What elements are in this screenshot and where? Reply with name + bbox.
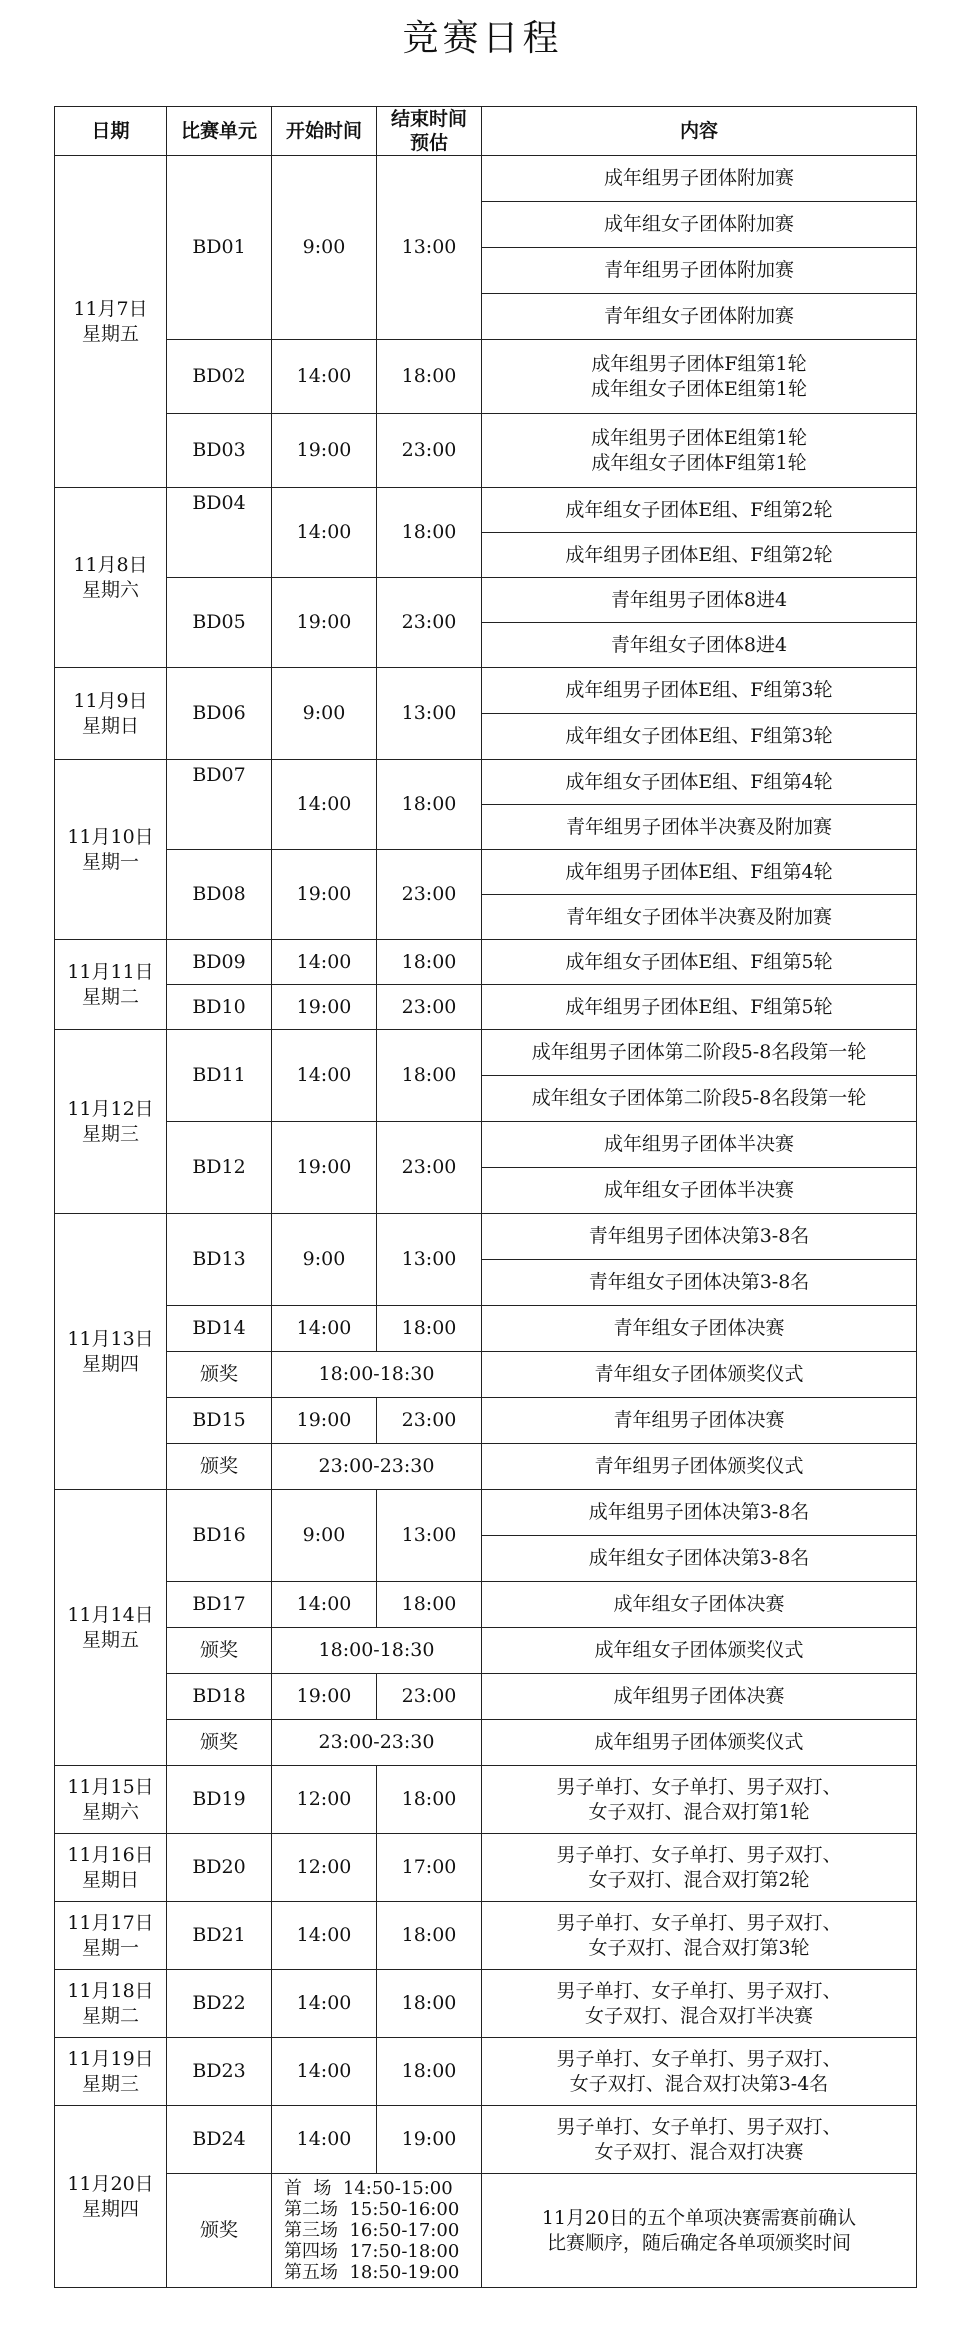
date-cell: 11月13日 星期四	[55, 1214, 167, 1490]
start-time-cell: 14:00	[272, 1030, 377, 1122]
start-time-cell: 14:00	[272, 1970, 377, 2038]
unit-cell: 颁奖	[167, 1628, 272, 1674]
end-time-cell: 13:00	[377, 668, 482, 760]
end-time-cell: 23:00	[377, 850, 482, 940]
start-time-cell: 9:00	[272, 1490, 377, 1582]
content-cell: 成年组男子团体决赛	[482, 1674, 917, 1720]
unit-cell: BD18	[167, 1674, 272, 1720]
content-cell: 成年组女子团体E组、F组第3轮	[482, 714, 917, 760]
content-cell: 成年组男子团体E组、F组第4轮	[482, 850, 917, 895]
content-cell: 男子单打、女子单打、男子双打、 女子双打、混合双打半决赛	[482, 1970, 917, 2038]
content-cell: 青年组男子团体附加赛	[482, 248, 917, 294]
unit-cell: 颁奖	[167, 1444, 272, 1490]
unit-cell: BD10	[167, 985, 272, 1030]
end-time-cell: 13:00	[377, 1214, 482, 1306]
page-title: 竞赛日程	[402, 18, 563, 59]
start-time-cell: 12:00	[272, 1766, 377, 1834]
unit-cell: BD02	[167, 340, 272, 414]
date-cell: 11月10日 星期一	[55, 760, 167, 940]
table-row	[55, 1490, 917, 1536]
end-time-cell: 18:00	[377, 1902, 482, 1970]
table-row	[55, 1628, 917, 1674]
content-cell: 成年组男子团体半决赛	[482, 1122, 917, 1168]
unit-cell: BD09	[167, 940, 272, 985]
unit-cell: BD22	[167, 1970, 272, 2038]
unit-cell: BD17	[167, 1582, 272, 1628]
table-row	[55, 1398, 917, 1444]
content-cell: 男子单打、女子单打、男子双打、 女子双打、混合双打第3轮	[482, 1902, 917, 1970]
unit-cell: BD05	[167, 578, 272, 668]
table-row	[55, 1970, 917, 2038]
time-range-cell: 23:00-23:30	[272, 1444, 482, 1490]
start-time-cell: 19:00	[272, 414, 377, 488]
table-row	[55, 414, 917, 451]
end-time-cell: 18:00	[377, 1766, 482, 1834]
end-time-cell: 18:00	[377, 1582, 482, 1628]
start-time-cell: 19:00	[272, 985, 377, 1030]
time-range-cell: 23:00-23:30	[272, 1720, 482, 1766]
content-cell: 成年组男子团体决第3-8名	[482, 1490, 917, 1536]
unit-cell: BD11	[167, 1030, 272, 1122]
unit-cell: BD03	[167, 414, 272, 488]
start-time-cell: 19:00	[272, 1674, 377, 1720]
date-cell: 11月11日 星期二	[55, 940, 167, 1030]
date-cell: 11月7日 星期五	[55, 156, 167, 488]
table-row	[55, 1122, 917, 1168]
start-time-cell: 14:00	[272, 1582, 377, 1628]
table-row	[55, 1834, 917, 1902]
table-row	[55, 1030, 917, 1076]
content-cell: 成年组女子团体E组、F组第5轮	[482, 940, 917, 985]
start-time-cell: 12:00	[272, 1834, 377, 1902]
table-row	[55, 1674, 917, 1720]
date-cell: 11月17日 星期一	[55, 1902, 167, 1970]
end-time-cell: 18:00	[377, 1970, 482, 2038]
end-time-cell: 18:00	[377, 760, 482, 850]
content-cell: 成年组女子团体颁奖仪式	[482, 1628, 917, 1674]
start-time-cell: 19:00	[272, 578, 377, 668]
header-start-time: 开始时间	[272, 107, 377, 156]
unit-cell: BD15	[167, 1398, 272, 1444]
table-row	[55, 668, 917, 714]
unit-cell: BD13	[167, 1214, 272, 1306]
table-row	[55, 1766, 917, 1834]
unit-cell: BD07	[167, 760, 272, 850]
end-time-cell: 17:00	[377, 1834, 482, 1902]
header-unit: 比赛单元	[167, 107, 272, 156]
content-cell: 青年组男子团体决第3-8名	[482, 1214, 917, 1260]
end-time-cell: 13:00	[377, 1490, 482, 1582]
content-cell: 青年组女子团体决第3-8名	[482, 1260, 917, 1306]
start-time-cell: 14:00	[272, 488, 377, 578]
content-cell: 青年组女子团体8进4	[482, 623, 917, 668]
table-row	[55, 1306, 917, 1352]
unit-cell: BD24	[167, 2106, 272, 2174]
start-time-cell: 14:00	[272, 1902, 377, 1970]
start-time-cell: 14:00	[272, 760, 377, 850]
schedule-table	[54, 106, 917, 2288]
unit-cell: BD06	[167, 668, 272, 760]
unit-cell: 颁奖	[167, 2174, 272, 2288]
end-time-cell: 23:00	[377, 1398, 482, 1444]
content-cell: 成年组男子团体F组第1轮 成年组女子团体E组第1轮	[482, 340, 917, 414]
start-time-cell: 14:00	[272, 2106, 377, 2174]
header-row	[55, 107, 917, 156]
table-row	[55, 1582, 917, 1628]
content-cell: 男子单打、女子单打、男子双打、 女子双打、混合双打决第3-4名	[482, 2038, 917, 2106]
content-cell: 成年组女子团体决第3-8名	[482, 1536, 917, 1582]
table-row	[55, 1720, 917, 1766]
unit-cell: BD12	[167, 1122, 272, 1214]
date-cell: 11月8日 星期六	[55, 488, 167, 668]
unit-cell: 颁奖	[167, 1352, 272, 1398]
start-time-cell: 14:00	[272, 940, 377, 985]
unit-cell: BD04	[167, 488, 272, 578]
table-row	[55, 985, 917, 1030]
unit-cell: BD19	[167, 1766, 272, 1834]
table-row	[55, 2174, 917, 2288]
end-time-cell: 18:00	[377, 940, 482, 985]
time-range-cell: 18:00-18:30	[272, 1628, 482, 1674]
content-cell: 成年组女子团体E组、F组第4轮	[482, 760, 917, 805]
content-cell: 青年组男子团体半决赛及附加赛	[482, 805, 917, 850]
table-row	[55, 1902, 917, 1970]
date-cell: 11月14日 星期五	[55, 1490, 167, 1766]
end-time-cell: 23:00	[377, 985, 482, 1030]
content-cell: 成年组女子团体E组、F组第2轮	[482, 488, 917, 533]
table-row	[55, 340, 917, 377]
start-time-cell: 14:00	[272, 2038, 377, 2106]
content-cell: 成年组男子团体附加赛	[482, 156, 917, 202]
content-cell: 男子单打、女子单打、男子双打、 女子双打、混合双打第2轮	[482, 1834, 917, 1902]
start-time-cell: 19:00	[272, 1398, 377, 1444]
table-row	[55, 850, 917, 895]
date-cell: 11月18日 星期二	[55, 1970, 167, 2038]
end-time-cell: 23:00	[377, 1122, 482, 1214]
start-time-cell: 19:00	[272, 850, 377, 940]
start-time-cell: 9:00	[272, 668, 377, 760]
content-cell: 青年组男子团体8进4	[482, 578, 917, 623]
unit-cell: BD08	[167, 850, 272, 940]
unit-cell: BD21	[167, 1902, 272, 1970]
content-cell: 青年组女子团体半决赛及附加赛	[482, 895, 917, 940]
end-time-cell: 13:00	[377, 156, 482, 340]
start-time-cell: 9:00	[272, 1214, 377, 1306]
table-row	[55, 2106, 917, 2174]
table-row	[55, 488, 917, 533]
award-sessions-cell: 首 场 14:50-15:00 第二场 15:50-16:00 第三场 16:50-17:00 第四场 17:50-18:00 第五场 18:50-19:00	[272, 2174, 482, 2288]
header-content: 内容	[482, 107, 917, 156]
header-date: 日期	[55, 107, 167, 156]
content-cell: 青年组女子团体决赛	[482, 1306, 917, 1352]
table-row	[55, 940, 917, 985]
unit-cell: BD14	[167, 1306, 272, 1352]
content-cell: 成年组男子团体E组、F组第2轮	[482, 533, 917, 578]
date-cell: 11月15日 星期六	[55, 1766, 167, 1834]
date-cell: 11月9日 星期日	[55, 668, 167, 760]
table-row	[55, 760, 917, 805]
content-cell: 青年组女子团体颁奖仪式	[482, 1352, 917, 1398]
date-cell: 11月12日 星期三	[55, 1030, 167, 1214]
content-cell: 成年组女子团体决赛	[482, 1582, 917, 1628]
end-time-cell: 23:00	[377, 414, 482, 488]
content-cell: 男子单打、女子单打、男子双打、 女子双打、混合双打决赛	[482, 2106, 917, 2174]
content-cell: 成年组男子团体E组、F组第5轮	[482, 985, 917, 1030]
table-row	[55, 1214, 917, 1260]
start-time-cell: 9:00	[272, 156, 377, 340]
date-cell: 11月20日 星期四	[55, 2106, 167, 2288]
end-time-cell: 18:00	[377, 2038, 482, 2106]
content-cell: 成年组女子团体附加赛	[482, 202, 917, 248]
unit-cell: BD23	[167, 2038, 272, 2106]
content-cell: 成年组女子团体半决赛	[482, 1168, 917, 1214]
start-time-cell: 19:00	[272, 1122, 377, 1214]
end-time-cell: 18:00	[377, 1306, 482, 1352]
table-row	[55, 578, 917, 623]
unit-cell: BD16	[167, 1490, 272, 1582]
end-time-cell: 23:00	[377, 1674, 482, 1720]
content-cell: 青年组男子团体决赛	[482, 1398, 917, 1444]
content-cell: 11月20日的五个单项决赛需赛前确认 比赛顺序，随后确定各单项颁奖时间	[482, 2174, 917, 2288]
end-time-cell: 18:00	[377, 340, 482, 414]
table-row	[55, 156, 917, 202]
content-cell: 成年组男子团体颁奖仪式	[482, 1720, 917, 1766]
content-cell: 成年组男子团体第二阶段5-8名段第一轮	[482, 1030, 917, 1076]
table-row	[55, 1444, 917, 1490]
end-time-cell: 18:00	[377, 1030, 482, 1122]
table-row	[55, 2038, 917, 2106]
content-cell: 成年组男子团体E组、F组第3轮	[482, 668, 917, 714]
unit-cell: BD01	[167, 156, 272, 340]
date-cell: 11月16日 星期日	[55, 1834, 167, 1902]
content-cell: 青年组男子团体颁奖仪式	[482, 1444, 917, 1490]
date-cell: 11月19日 星期三	[55, 2038, 167, 2106]
content-cell: 成年组男子团体E组第1轮 成年组女子团体F组第1轮	[482, 414, 917, 488]
start-time-cell: 14:00	[272, 340, 377, 414]
end-time-cell: 23:00	[377, 578, 482, 668]
content-cell: 成年组女子团体第二阶段5-8名段第一轮	[482, 1076, 917, 1122]
time-range-cell: 18:00-18:30	[272, 1352, 482, 1398]
table-row	[55, 1352, 917, 1398]
unit-cell: BD20	[167, 1834, 272, 1902]
content-cell: 男子单打、女子单打、男子双打、 女子双打、混合双打第1轮	[482, 1766, 917, 1834]
end-time-cell: 18:00	[377, 488, 482, 578]
unit-cell: 颁奖	[167, 1720, 272, 1766]
start-time-cell: 14:00	[272, 1306, 377, 1352]
header-end-time: 结束时间 预估	[377, 107, 482, 156]
content-cell: 青年组女子团体附加赛	[482, 294, 917, 340]
end-time-cell: 19:00	[377, 2106, 482, 2174]
